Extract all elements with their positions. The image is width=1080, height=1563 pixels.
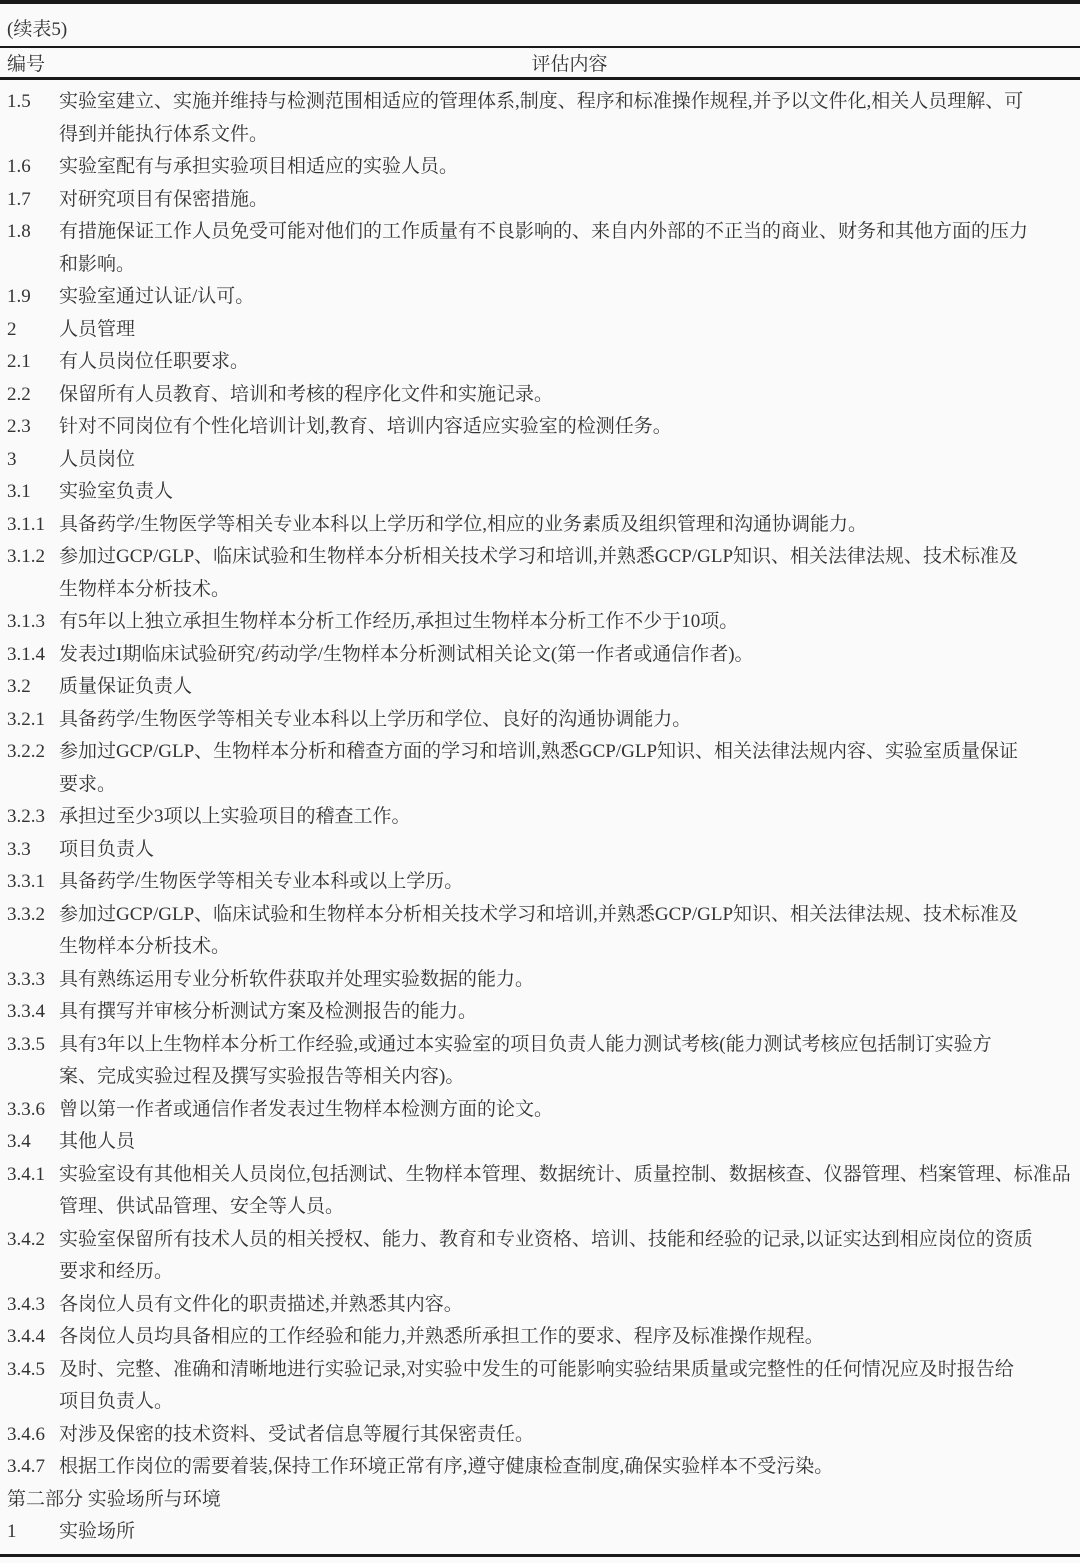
table-row-line xyxy=(0,249,1080,282)
table-row-line xyxy=(0,899,1080,932)
table-body xyxy=(0,80,1080,1549)
section-heading-row xyxy=(0,1484,1080,1517)
row-content-text: 项目负责人。 xyxy=(59,1391,174,1412)
table-row-line xyxy=(0,996,1080,1029)
table-row-line xyxy=(0,736,1080,769)
row-number: 3.4.5 xyxy=(7,1358,45,1380)
table-row-line xyxy=(0,476,1080,509)
table-row-line xyxy=(0,379,1080,412)
row-content-text: 质量保证负责人 xyxy=(59,676,193,697)
row-content-text: 实验室配有与承担实验项目相适应的实验人员。 xyxy=(59,156,459,177)
table-row-line xyxy=(0,964,1080,997)
section-heading-text: 第二部分 实验场所与环境 xyxy=(7,1488,221,1510)
table-row-line xyxy=(0,346,1080,379)
row-content-text: 针对不同岗位有个性化培训计划,教育、培训内容适应实验室的检测任务。 xyxy=(59,416,672,437)
row-content-text: 项目负责人 xyxy=(59,838,155,860)
row-content-text: 具有3年以上生物样本分析工作经验,或通过本实验室的项目负责人能力测试考核(能力测试考核应包括制订实验方 xyxy=(59,1033,992,1055)
row-content-text: 各岗位人员有文件化的职责描述,并熟悉其内容。 xyxy=(59,1293,463,1315)
row-number: 3.2 xyxy=(7,676,31,697)
row-number xyxy=(0,1191,59,1224)
table-row-line xyxy=(0,151,1080,184)
row-content-text: 及时、完整、准确和清晰地进行实验记录,对实验中发生的可能影响实验结果质量或完整性的任何情况应及时报告给 xyxy=(59,1358,1014,1380)
row-number: 1.6 xyxy=(7,156,31,177)
row-number: 2.2 xyxy=(7,383,31,405)
row-content-text: 实验室保留所有技术人员的相关授权、能力、教育和专业资格、培训、技能和经验的记录,以证实达到相应岗位的资质 xyxy=(59,1228,1033,1250)
table-row-line xyxy=(0,1191,1080,1224)
row-content-text: 实验室负责人 xyxy=(59,481,174,502)
row-number xyxy=(0,1256,59,1289)
row-content-text: 实验场所 xyxy=(59,1521,136,1542)
row-number: 3.4 xyxy=(7,1131,31,1152)
row-content-text: 案、完成实验过程及撰写实验报告等相关内容)。 xyxy=(59,1066,465,1087)
header-number-column: 编号 xyxy=(7,54,46,75)
row-content-text: 有人员岗位任职要求。 xyxy=(59,351,250,372)
row-content-text: 有措施保证工作人员免受可能对他们的工作质量有不良影响的、来自内外部的不正当的商业、财务和其他方面的压力 xyxy=(59,221,1029,242)
row-content-text: 生物样本分析技术。 xyxy=(59,936,231,957)
header-content-column: 评估内容 xyxy=(531,54,608,75)
table-row-line xyxy=(0,411,1080,444)
row-content-text: 其他人员 xyxy=(59,1131,136,1152)
row-number: 3.2.1 xyxy=(7,708,45,730)
row-content-text: 参加过GCP/GLP、临床试验和生物样本分析相关技术学习和培训,并熟悉GCP/GLP知识、相关法律法规、技术标准及 xyxy=(59,546,1019,567)
table-row-line xyxy=(0,1094,1080,1127)
table-row-line xyxy=(0,1321,1080,1354)
row-number: 2 xyxy=(7,318,17,340)
table-row-line xyxy=(0,1354,1080,1387)
table-row-line xyxy=(0,606,1080,639)
row-content-text: 实验室建立、实施并维持与检测范围相适应的管理体系,制度、程序和标准操作规程,并予以文件化,相关人员理解、可 xyxy=(59,91,1024,112)
table-row-line xyxy=(0,1159,1080,1192)
row-number xyxy=(0,1061,59,1094)
row-content-text: 具备药学/生物医学等相关专业本科以上学历和学位,相应的业务素质及组织管理和沟通协调能力。 xyxy=(59,513,868,535)
row-number: 3 xyxy=(7,448,17,470)
row-number: 3.3.4 xyxy=(7,1001,45,1022)
row-number xyxy=(0,249,59,282)
row-number: 1 xyxy=(7,1521,17,1542)
table-row-line xyxy=(0,866,1080,899)
table-row-line xyxy=(0,314,1080,347)
row-number: 3.2.2 xyxy=(7,741,45,762)
row-number: 3.3.5 xyxy=(7,1033,45,1055)
row-content-text: 对研究项目有保密措施。 xyxy=(59,188,269,210)
table-row-line xyxy=(0,1451,1080,1484)
row-content-text: 和影响。 xyxy=(59,253,136,275)
row-number xyxy=(0,1386,59,1419)
row-content-text: 曾以第一作者或通信作者发表过生物样本检测方面的论文。 xyxy=(59,1098,554,1120)
row-content-text: 人员岗位 xyxy=(59,448,136,470)
table-row-line xyxy=(0,639,1080,672)
row-content-text: 参加过GCP/GLP、临床试验和生物样本分析相关技术学习和培训,并熟悉GCP/GLP知识、相关法律法规、技术标准及 xyxy=(59,903,1019,925)
row-number: 3.4.6 xyxy=(7,1423,45,1445)
row-content-text: 具有熟练运用专业分析软件获取并处理实验数据的能力。 xyxy=(59,968,535,990)
table-row-line xyxy=(0,216,1080,249)
row-number xyxy=(0,119,59,152)
table-row-line xyxy=(0,834,1080,867)
table-row-line xyxy=(0,444,1080,477)
row-number: 3.3 xyxy=(7,838,31,860)
row-number: 3.4.1 xyxy=(7,1163,45,1185)
row-number: 1.5 xyxy=(7,91,31,112)
row-number xyxy=(0,931,59,964)
table-row-line xyxy=(0,574,1080,607)
table-row-line xyxy=(0,931,1080,964)
row-number: 3.3.2 xyxy=(7,903,45,925)
row-content-text: 保留所有人员教育、培训和考核的程序化文件和实施记录。 xyxy=(59,383,554,405)
table-row-line xyxy=(0,1256,1080,1289)
row-number: 3.2.3 xyxy=(7,806,45,827)
table-row-line xyxy=(0,1126,1080,1159)
table-header-row xyxy=(0,46,1080,80)
table-row-line xyxy=(0,281,1080,314)
row-number: 3.4.4 xyxy=(7,1326,45,1347)
row-content-text: 根据工作岗位的需要着装,保持工作环境正常有序,遵守健康检查制度,确保实验样本不受污染。 xyxy=(59,1456,834,1477)
row-number: 2.3 xyxy=(7,416,31,437)
row-number: 3.1.2 xyxy=(7,546,45,567)
table-row-line xyxy=(0,184,1080,217)
table-row-line xyxy=(0,704,1080,737)
row-content-text: 具备药学/生物医学等相关专业本科或以上学历。 xyxy=(59,871,464,892)
row-number: 1.9 xyxy=(7,286,31,307)
table-row-line xyxy=(0,509,1080,542)
table-row-line xyxy=(0,119,1080,152)
row-number xyxy=(0,769,59,802)
row-number: 3.4.7 xyxy=(7,1456,45,1477)
row-content-text: 生物样本分析技术。 xyxy=(59,578,231,600)
continuation-table-label: (续表5) xyxy=(7,19,68,40)
table-row-line xyxy=(0,1029,1080,1062)
row-number: 3.3.3 xyxy=(7,968,45,990)
row-content-text: 实验室设有其他相关人员岗位,包括测试、生物样本管理、数据统计、质量控制、数据核查、仪器管理、档案管理、标准品 xyxy=(59,1163,1071,1185)
row-number: 3.3.1 xyxy=(7,871,45,892)
table-row-line xyxy=(0,1224,1080,1257)
row-content-text: 要求。 xyxy=(59,773,117,795)
table-row-line xyxy=(0,1061,1080,1094)
row-number: 3.1.4 xyxy=(7,643,45,665)
row-content-text: 对涉及保密的技术资料、受试者信息等履行其保密责任。 xyxy=(59,1423,535,1445)
table-row-line xyxy=(0,541,1080,574)
table-row-line xyxy=(0,671,1080,704)
row-content-text: 实验室通过认证/认可。 xyxy=(59,286,255,307)
row-content-text: 有5年以上独立承担生物样本分析工作经历,承担过生物样本分析工作不少于10项。 xyxy=(59,611,739,632)
row-content-text: 人员管理 xyxy=(59,318,136,340)
row-content-text: 各岗位人员均具备相应的工作经验和能力,并熟悉所承担工作的要求、程序及标准操作规程。 xyxy=(59,1326,824,1347)
table-row-line xyxy=(0,1289,1080,1322)
row-number xyxy=(0,574,59,607)
row-number: 2.1 xyxy=(7,351,31,372)
row-content-text: 具备药学/生物医学等相关专业本科以上学历和学位、良好的沟通协调能力。 xyxy=(59,708,692,730)
row-number: 3.4.3 xyxy=(7,1293,45,1315)
row-number: 1.7 xyxy=(7,188,31,210)
table-row-line xyxy=(0,1419,1080,1452)
table-row-line xyxy=(0,1516,1080,1549)
row-number: 1.8 xyxy=(7,221,31,242)
row-content-text: 承担过至少3项以上实验项目的稽查工作。 xyxy=(59,806,411,827)
row-number: 3.1.1 xyxy=(7,513,45,535)
row-number: 3.4.2 xyxy=(7,1228,45,1250)
row-number: 3.1 xyxy=(7,481,31,502)
table-row-line xyxy=(0,801,1080,834)
row-content-text: 要求和经历。 xyxy=(59,1261,174,1282)
row-number: 3.1.3 xyxy=(7,611,45,632)
top-rule xyxy=(0,0,1080,4)
row-content-text: 得到并能执行体系文件。 xyxy=(59,123,269,145)
row-content-text: 具有撰写并审核分析测试方案及检测报告的能力。 xyxy=(59,1001,478,1022)
row-content-text: 管理、供试品管理、安全等人员。 xyxy=(59,1196,345,1217)
row-number: 3.3.6 xyxy=(7,1098,45,1120)
row-content-text: 参加过GCP/GLP、生物样本分析和稽查方面的学习和培训,熟悉GCP/GLP知识、相关法律法规内容、实验室质量保证 xyxy=(59,741,1019,762)
table-row-line xyxy=(0,86,1080,119)
bottom-rule xyxy=(0,1554,1080,1557)
table-row-line xyxy=(0,769,1080,802)
row-content-text: 发表过I期临床试验研究/药动学/生物样本分析测试相关论文(第一作者或通信作者)。 xyxy=(59,643,754,665)
table-row-line xyxy=(0,1386,1080,1419)
